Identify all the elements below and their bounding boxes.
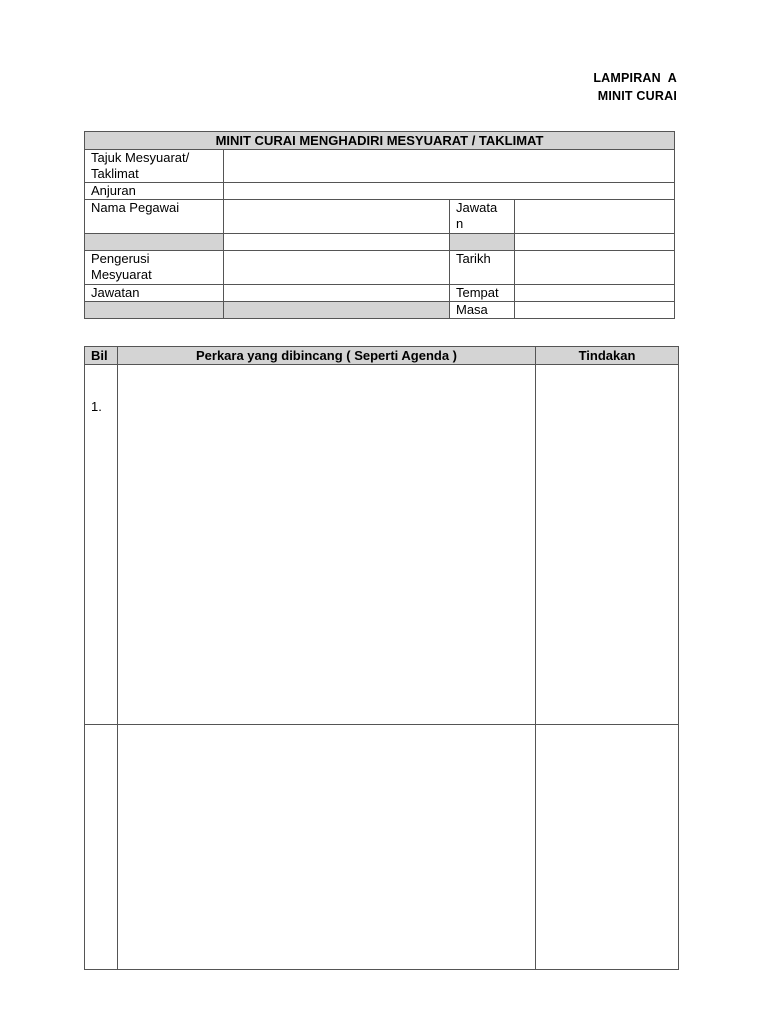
label-jawatan-right: Jawatan: [450, 200, 515, 234]
empty-cell: [224, 234, 450, 251]
label-masa: Masa: [450, 302, 515, 319]
table-row: [85, 365, 679, 725]
row-perkara[interactable]: [118, 725, 536, 970]
field-jawatan-right[interactable]: [515, 200, 675, 234]
document-type-label: MINIT CURAI: [597, 89, 677, 103]
gray-cell: [85, 302, 224, 319]
header-tindakan: Tindakan: [536, 347, 679, 365]
document-header: [593, 69, 677, 105]
row-perkara[interactable]: [118, 365, 536, 725]
field-nama-pegawai[interactable]: [224, 200, 450, 234]
gray-cell: [450, 234, 515, 251]
info-table-title: MINIT CURAI MENGHADIRI MESYUARAT / TAKLIMAT: [85, 132, 675, 150]
meeting-info-table: [84, 131, 675, 319]
minutes-table: [84, 346, 679, 970]
label-tajuk: Tajuk Mesyuarat/ Taklimat: [85, 150, 224, 183]
header-perkara: Perkara yang dibincang ( Seperti Agenda ): [118, 347, 536, 365]
appendix-label: LAMPIRAN A: [593, 71, 677, 85]
field-masa[interactable]: [515, 302, 675, 319]
header-bil: Bil: [85, 347, 118, 365]
row-tindakan[interactable]: [536, 725, 679, 970]
field-tarikh[interactable]: [515, 251, 675, 285]
row-bil: [85, 725, 118, 970]
empty-cell: [515, 234, 675, 251]
label-nama-pegawai: Nama Pegawai: [85, 200, 224, 234]
label-pengerusi: Pengerusi Mesyuarat: [85, 251, 224, 285]
label-anjuran: Anjuran: [85, 183, 224, 200]
field-tempat[interactable]: [515, 285, 675, 302]
field-tajuk[interactable]: [224, 150, 675, 183]
label-tempat: Tempat: [450, 285, 515, 302]
label-tarikh: Tarikh: [450, 251, 515, 285]
table-row: [85, 725, 679, 970]
gray-cell: [224, 302, 450, 319]
gray-cell: [85, 234, 224, 251]
row-bil: 1.: [85, 365, 118, 725]
field-pengerusi[interactable]: [224, 251, 450, 285]
label-jawatan: Jawatan: [85, 285, 224, 302]
field-jawatan[interactable]: [224, 285, 450, 302]
row-tindakan[interactable]: [536, 365, 679, 725]
field-anjuran[interactable]: [224, 183, 675, 200]
